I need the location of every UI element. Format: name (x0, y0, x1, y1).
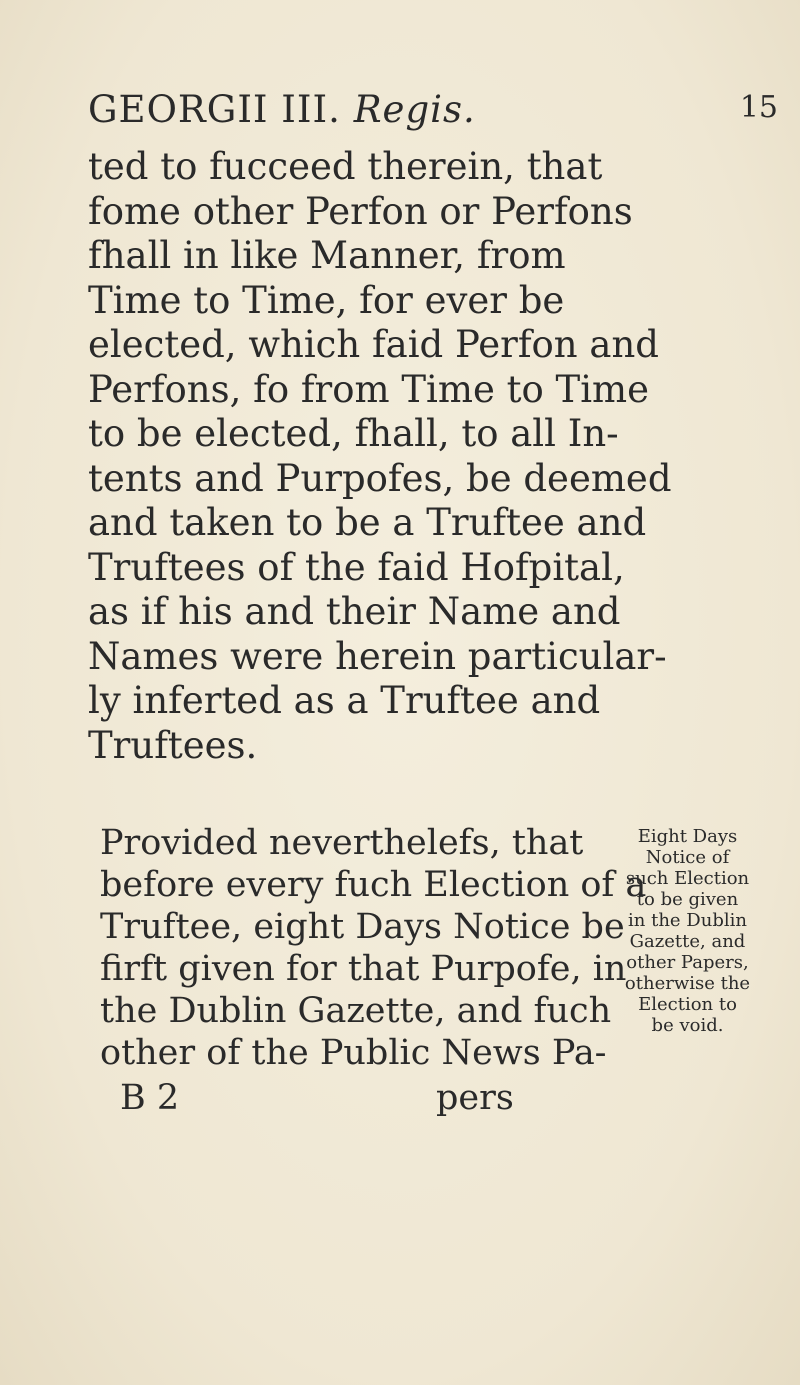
text-line: Time to Time, for ever be (88, 278, 565, 322)
text-line: fome other Perfon or Perfons (88, 189, 633, 233)
text-line: ted to fucceed therein, that (88, 145, 603, 188)
text-line: tents and Purpofes, be deemed (88, 456, 672, 500)
marginal-note (580, 826, 795, 1036)
marginal-note-line: Notice of (645, 847, 730, 868)
marginal-note-line: Election to (638, 994, 737, 1015)
text-line: Perfons, fo from Time to Time (88, 367, 650, 411)
proviso-line: before every fuch Election of a (100, 865, 647, 905)
proviso-line: Provided neverthelefs, that (100, 823, 584, 863)
text-line: Truftees. (88, 723, 258, 767)
marginal-note-line: Eight Days (637, 826, 738, 847)
proviso-line: other of the Public News Pa- (100, 1033, 607, 1073)
running-head (88, 88, 476, 131)
text-line: elected, which faid Perfon and (88, 323, 659, 366)
marginal-note-line: otherwise the (624, 973, 751, 994)
proviso-line: firft given for that Purpofe, in (100, 949, 627, 989)
text-line: and taken to be a Truftee and (88, 501, 647, 544)
page-number: 15 (739, 90, 778, 125)
text-line: Truftees of the faid Hofpital, (88, 545, 625, 589)
text-line: Names were herein particular- (88, 634, 667, 678)
proviso-line: Truftee, eight Days Notice be (100, 907, 625, 947)
marginal-note-line: to be given (636, 889, 739, 910)
text-line: fhall in like Manner, from (88, 234, 566, 277)
marginal-note-line: Gazette, and (629, 931, 746, 952)
page-header (88, 88, 778, 138)
proviso-paragraph (100, 822, 647, 1074)
marginal-note-line: such Election (625, 868, 750, 889)
marginal-note-line: in the Dublin (628, 910, 747, 931)
running-head-italic: Regis. (353, 88, 476, 131)
marginal-note-line: other Papers, (626, 952, 749, 973)
text-line: as if his and their Name and (88, 590, 621, 633)
main-paragraph (88, 145, 728, 768)
proviso-line: the Dublin Gazette, and fuch (100, 991, 612, 1031)
signature-mark: B 2 (120, 1078, 180, 1118)
marginal-note-line: be void. (651, 1015, 724, 1036)
catchword: pers (436, 1078, 514, 1118)
running-head-title: GEORGII III. (88, 88, 341, 131)
text-line: ly inferted as a Truftee and (88, 679, 601, 722)
text-line: to be elected, fhall, to all In- (88, 412, 619, 455)
